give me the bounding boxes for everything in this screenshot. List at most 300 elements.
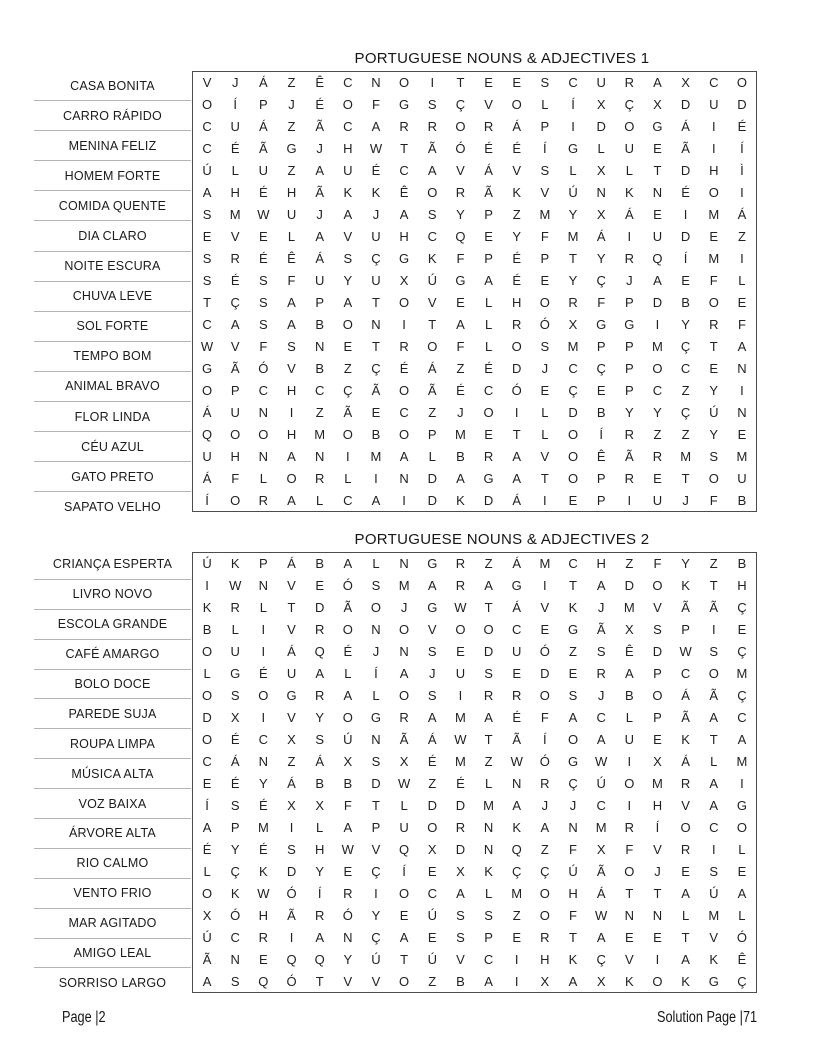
grid-cell: S [427, 207, 437, 223]
grid-cell: T [709, 732, 718, 748]
grid-cell: O [202, 732, 213, 748]
grid-cell: É [512, 141, 522, 157]
grid-cell: D [483, 492, 494, 508]
grid-cell: G [427, 556, 438, 572]
grid-cell: Ã [709, 600, 719, 616]
grid-cell: K [624, 185, 634, 201]
grid-cell: L [372, 688, 380, 704]
grid-cell: Z [540, 841, 549, 857]
grid-cell: P [371, 819, 381, 835]
grid-cell: U [230, 404, 240, 420]
grid-cell: B [315, 316, 324, 332]
grid-cell: G [202, 360, 213, 376]
grid-cell: Á [512, 556, 522, 572]
grid-cell: U [455, 666, 466, 682]
grid-cell: P [624, 382, 634, 398]
grid-cell: H [343, 141, 353, 157]
grid-cell: Ó [539, 316, 550, 332]
grid-cell: Á [512, 492, 522, 508]
grid-cell: Z [484, 754, 493, 770]
grid-cell: Ç [568, 382, 578, 398]
grid-cell: O [736, 75, 747, 91]
grid-cell: E [737, 294, 747, 310]
grid-cell: Q [286, 951, 297, 967]
grid-cell: G [567, 141, 579, 157]
grid-cell: C [596, 797, 606, 813]
grid-cell: T [653, 163, 662, 179]
word-list-item: SORRISO LARGO [34, 967, 191, 997]
grid-cell: O [567, 470, 579, 486]
grid-cell: Ç [680, 404, 691, 420]
grid-cell: W [397, 775, 411, 791]
grid-cell: E [202, 229, 212, 245]
grid-cell: G [567, 754, 579, 770]
grid-cell: G [286, 688, 297, 704]
grid-cell: E [653, 470, 662, 486]
grid-cell: V [456, 951, 465, 967]
grid-cell: É [315, 97, 324, 113]
grid-cell: V [427, 622, 437, 638]
grid-cell: S [484, 666, 493, 682]
grid-cell: Í [233, 97, 238, 113]
grid-cell: É [737, 119, 747, 135]
grid-cell: O [483, 404, 494, 420]
grid-cell: J [316, 141, 323, 157]
grid-cell: R [568, 294, 578, 310]
grid-cell: K [259, 863, 268, 879]
grid-cell: T [653, 885, 662, 901]
grid-cell: M [454, 754, 466, 770]
grid-cell: Ç [737, 688, 747, 704]
grid-cell: A [737, 885, 747, 901]
grid-cell: O [736, 819, 747, 835]
grid-cell: J [457, 404, 464, 420]
grid-cell: D [427, 492, 437, 508]
grid-cell: A [512, 448, 522, 464]
grid-cell: L [316, 819, 324, 835]
grid-cell: C [568, 556, 578, 572]
grid-cell: O [370, 600, 382, 616]
grid-cell: J [316, 207, 323, 223]
grid-cell: E [399, 907, 409, 923]
grid-cell: V [287, 578, 296, 594]
grid-cell: L [738, 907, 746, 923]
grid-cell: U [652, 229, 663, 245]
grid-cell: A [596, 732, 606, 748]
grid-cell: N [483, 819, 494, 835]
grid-cell: O [342, 622, 353, 638]
grid-cell: Ú [343, 732, 353, 748]
grid-cell: E [343, 863, 353, 879]
grid-cell: A [681, 951, 690, 967]
grid-cell: T [484, 732, 493, 748]
grid-cell: S [540, 338, 550, 354]
grid-cell: O [286, 470, 297, 486]
grid-cell: L [597, 141, 605, 157]
grid-cell: A [484, 710, 493, 726]
grid-cell: R [512, 316, 522, 332]
grid-cell: C [258, 382, 269, 398]
grid-cell: P [624, 294, 634, 310]
grid-cell: V [653, 841, 662, 857]
grid-cell: R [624, 819, 634, 835]
grid-cell: E [315, 578, 324, 594]
grid-cell: E [568, 492, 578, 508]
grid-cell: Ã [287, 907, 296, 923]
grid-cell: É [343, 644, 353, 660]
grid-cell: Q [399, 841, 410, 857]
grid-cell: A [371, 119, 381, 135]
grid-cell: C [483, 951, 494, 967]
grid-cell: Q [511, 841, 522, 857]
grid-cell: W [595, 754, 608, 770]
grid-cell: P [681, 622, 690, 638]
grid-cell: Á [681, 119, 690, 135]
grid-cell: A [399, 448, 409, 464]
grid-cell: R [455, 578, 466, 594]
grid-cell: T [681, 470, 690, 486]
grid-cell: Ã [343, 404, 353, 420]
grid-cell: P [653, 666, 662, 682]
grid-cell: M [454, 426, 466, 442]
grid-cell: Z [737, 229, 746, 245]
grid-cell: I [683, 207, 688, 223]
grid-cell: Ú [202, 163, 212, 179]
grid-cell: S [371, 754, 381, 770]
grid-cell: É [230, 775, 240, 791]
grid-cell: É [512, 710, 522, 726]
grid-cell: Ç [680, 338, 691, 354]
grid-cell: Ã [427, 141, 437, 157]
grid-cell: Ç [371, 929, 381, 945]
grid-cell: G [567, 622, 579, 638]
grid-cell: E [259, 229, 268, 245]
grid-cell: X [596, 207, 606, 223]
grid-cell: E [681, 863, 690, 879]
grid-cell: N [371, 732, 381, 748]
grid-cell: Ã [399, 732, 409, 748]
grid-cell: D [652, 294, 663, 310]
grid-cell: O [708, 470, 719, 486]
grid-cell: K [709, 951, 719, 967]
grid-cell: L [682, 907, 690, 923]
grid-cell: N [399, 556, 409, 572]
grid-cell: I [627, 797, 632, 813]
grid-cell: Z [456, 360, 465, 376]
grid-cell: G [370, 710, 382, 726]
word-list-item: CASA BONITA [70, 78, 155, 93]
grid-cell: R [314, 688, 325, 704]
grid-cell: Á [259, 119, 268, 135]
grid-cell: S [709, 863, 719, 879]
grid-cell: I [740, 251, 744, 267]
grid-cell: Ç [737, 973, 747, 989]
grid-cell: Z [287, 75, 296, 91]
grid-cell: Z [428, 404, 437, 420]
grid-cell: O [399, 75, 410, 91]
grid-cell: R [680, 841, 691, 857]
grid-cell: O [202, 644, 213, 660]
grid-cell: E [596, 382, 606, 398]
grid-cell: I [655, 951, 660, 967]
grid-cell: C [230, 929, 240, 945]
grid-cell: H [568, 885, 578, 901]
grid-cell: D [540, 666, 550, 682]
grid-cell: V [287, 710, 296, 726]
grid-cell: A [681, 885, 690, 901]
grid-cell: I [289, 404, 294, 420]
grid-cell: P [259, 97, 268, 113]
grid-cell: Ó [286, 885, 297, 901]
grid-cell: I [402, 492, 406, 508]
grid-cell: Ã [596, 863, 606, 879]
grid-cell: G [399, 97, 410, 113]
grid-cell: Ê [596, 448, 606, 464]
grid-cell: N [258, 448, 269, 464]
grid-cell: Q [652, 251, 663, 267]
grid-cell: L [400, 797, 408, 813]
grid-cell: Q [202, 426, 213, 442]
grid-cell: U [512, 644, 522, 660]
grid-cell: Ç [230, 294, 240, 310]
grid-cell: Z [512, 207, 521, 223]
grid-cell: Ã [596, 622, 606, 638]
grid-cell: N [258, 578, 269, 594]
grid-cell: R [399, 119, 409, 135]
grid-cell: E [540, 382, 550, 398]
grid-cell: U [343, 163, 353, 179]
grid-cell: Á [681, 688, 690, 704]
grid-cell: É [456, 775, 465, 791]
grid-cell: É [259, 797, 268, 813]
grid-cell: P [484, 929, 493, 945]
grid-cell: P [596, 492, 606, 508]
grid-cell: J [541, 360, 549, 376]
grid-cell: V [512, 163, 522, 179]
grid-cell: D [427, 797, 437, 813]
grid-cell: O [202, 885, 213, 901]
grid-cell: X [202, 907, 212, 923]
grid-cell: R [624, 75, 634, 91]
grid-cell: Í [402, 863, 406, 879]
grid-cell: D [680, 229, 691, 245]
grid-cell: X [399, 754, 409, 770]
grid-cell: M [539, 556, 551, 572]
grid-cell: O [539, 885, 550, 901]
grid-cell: C [343, 492, 353, 508]
grid-cell: Z [287, 119, 296, 135]
word-list-item: SAPATO VELHO [34, 491, 191, 521]
grid-cell: O [539, 688, 550, 704]
grid-cell: A [343, 688, 353, 704]
grid-cell: C [483, 382, 494, 398]
grid-cell: F [569, 907, 577, 923]
grid-cell: A [371, 492, 381, 508]
grid-cell: L [203, 666, 211, 682]
grid-cell: M [736, 448, 748, 464]
grid-cell: F [653, 556, 662, 572]
grid-cell: É [484, 141, 493, 157]
grid-cell: A [202, 973, 212, 989]
grid-cell: I [543, 492, 547, 508]
grid-cell: M [511, 885, 523, 901]
grid-cell: E [259, 951, 268, 967]
grid-cell: V [540, 600, 550, 616]
grid-cell: X [681, 75, 690, 91]
grid-cell: Z [653, 426, 662, 442]
grid-cell: T [371, 797, 380, 813]
grid-cell: F [456, 338, 465, 354]
grid-cell: Ç [512, 863, 522, 879]
grid-cell: I [543, 578, 547, 594]
grid-cell: D [483, 644, 494, 660]
grid-cell: Ã [427, 382, 437, 398]
grid-cell: Ç [371, 863, 381, 879]
grid-cell: S [427, 688, 437, 704]
puzzle2-title: PORTUGUESE NOUNS & ADJECTIVES 2 [354, 531, 650, 548]
grid-cell: M [652, 775, 663, 791]
word-list-item: DIA CLARO [34, 220, 191, 250]
grid-cell: T [569, 251, 577, 267]
grid-cell: F [231, 470, 240, 486]
grid-cell: Ó [736, 929, 747, 945]
grid-cell: I [711, 119, 716, 135]
word-list-item: HOMEM FORTE [34, 160, 191, 190]
grid-cell: H [230, 448, 240, 464]
grid-cell: S [540, 75, 550, 91]
grid-cell: S [343, 251, 353, 267]
grid-cell: Í [317, 885, 322, 901]
grid-cell: B [681, 294, 690, 310]
grid-cell: Ú [596, 775, 606, 791]
grid-cell: M [736, 754, 748, 770]
grid-cell: K [512, 185, 522, 201]
grid-cell: P [230, 819, 240, 835]
grid-cell: V [709, 929, 719, 945]
grid-cell: Y [259, 775, 268, 791]
grid-cell: D [286, 863, 297, 879]
grid-cell: A [709, 710, 719, 726]
grid-cell: G [652, 119, 663, 135]
grid-cell: A [624, 666, 634, 682]
grid-cell: R [652, 448, 663, 464]
grid-cell: L [484, 316, 493, 332]
grid-cell: I [740, 775, 744, 791]
grid-cell: Ó [342, 578, 353, 594]
grid-cell: A [484, 578, 493, 594]
grid-cell: É [259, 185, 268, 201]
grid-cell: C [202, 119, 212, 135]
grid-cell: F [709, 273, 718, 289]
grid-cell: M [652, 338, 663, 354]
grid-cell: N [596, 185, 606, 201]
grid-cell: H [258, 907, 269, 923]
grid-cell: W [454, 732, 467, 748]
grid-cell: R [230, 251, 240, 267]
grid-cell: Y [653, 404, 662, 420]
grid-cell: Á [287, 775, 296, 791]
grid-cell: Á [624, 207, 634, 223]
grid-cell: D [314, 600, 325, 616]
grid-cell: I [711, 841, 716, 857]
grid-cell: J [597, 600, 605, 616]
grid-cell: K [230, 885, 240, 901]
grid-cell: O [455, 622, 466, 638]
grid-cell: O [399, 426, 410, 442]
grid-cell: S [371, 578, 381, 594]
grid-cell: A [484, 973, 493, 989]
grid-cell: A [568, 973, 578, 989]
grid-cell: A [315, 163, 324, 179]
grid-cell: E [484, 229, 493, 245]
grid-cell: Í [740, 141, 744, 157]
grid-cell: D [680, 163, 691, 179]
grid-cell: I [711, 622, 716, 638]
grid-cell: A [456, 316, 465, 332]
grid-cell: C [512, 622, 522, 638]
grid-cell: G [736, 797, 747, 813]
grid-cell: Ê [737, 951, 747, 967]
grid-cell: G [399, 251, 410, 267]
grid-cell: R [624, 251, 634, 267]
puzzle2-letter-grid [192, 552, 757, 993]
grid-cell: Y [371, 907, 381, 923]
grid-cell: W [510, 754, 523, 770]
grid-cell: É [456, 382, 465, 398]
grid-cell: L [484, 294, 493, 310]
grid-cell: C [709, 819, 719, 835]
grid-cell: O [624, 863, 635, 879]
grid-cell: P [484, 251, 493, 267]
grid-cell: E [624, 929, 634, 945]
grid-cell: D [596, 119, 606, 135]
grid-cell: N [343, 929, 353, 945]
grid-cell: P [624, 338, 634, 354]
grid-cell: N [483, 841, 494, 857]
grid-cell: Á [287, 644, 296, 660]
grid-cell: I [289, 929, 294, 945]
grid-cell: J [654, 863, 661, 879]
grid-cell: É [512, 273, 522, 289]
grid-cell: Y [709, 382, 719, 398]
grid-cell: É [259, 841, 268, 857]
grid-cell: O [455, 119, 466, 135]
grid-cell: O [399, 688, 410, 704]
grid-cell: Á [596, 229, 606, 245]
grid-cell: S [709, 448, 719, 464]
grid-cell: R [596, 666, 606, 682]
grid-cell: Ã [484, 185, 493, 201]
grid-cell: Ê [315, 75, 324, 91]
grid-cell: T [456, 75, 465, 91]
grid-cell: B [456, 448, 465, 464]
grid-cell: Ê [399, 185, 409, 201]
grid-cell: O [399, 973, 410, 989]
grid-cell: C [202, 754, 212, 770]
grid-cell: A [343, 819, 353, 835]
grid-cell: Y [343, 951, 353, 967]
grid-cell: E [709, 360, 719, 376]
grid-cell: U [652, 492, 663, 508]
grid-cell: É [427, 754, 437, 770]
grid-cell: É [230, 273, 240, 289]
grid-cell: P [540, 251, 550, 267]
grid-cell: A [315, 929, 324, 945]
grid-cell: Í [599, 426, 603, 442]
grid-cell: O [342, 426, 353, 442]
grid-cell: Z [625, 556, 634, 572]
grid-cell: V [371, 841, 381, 857]
